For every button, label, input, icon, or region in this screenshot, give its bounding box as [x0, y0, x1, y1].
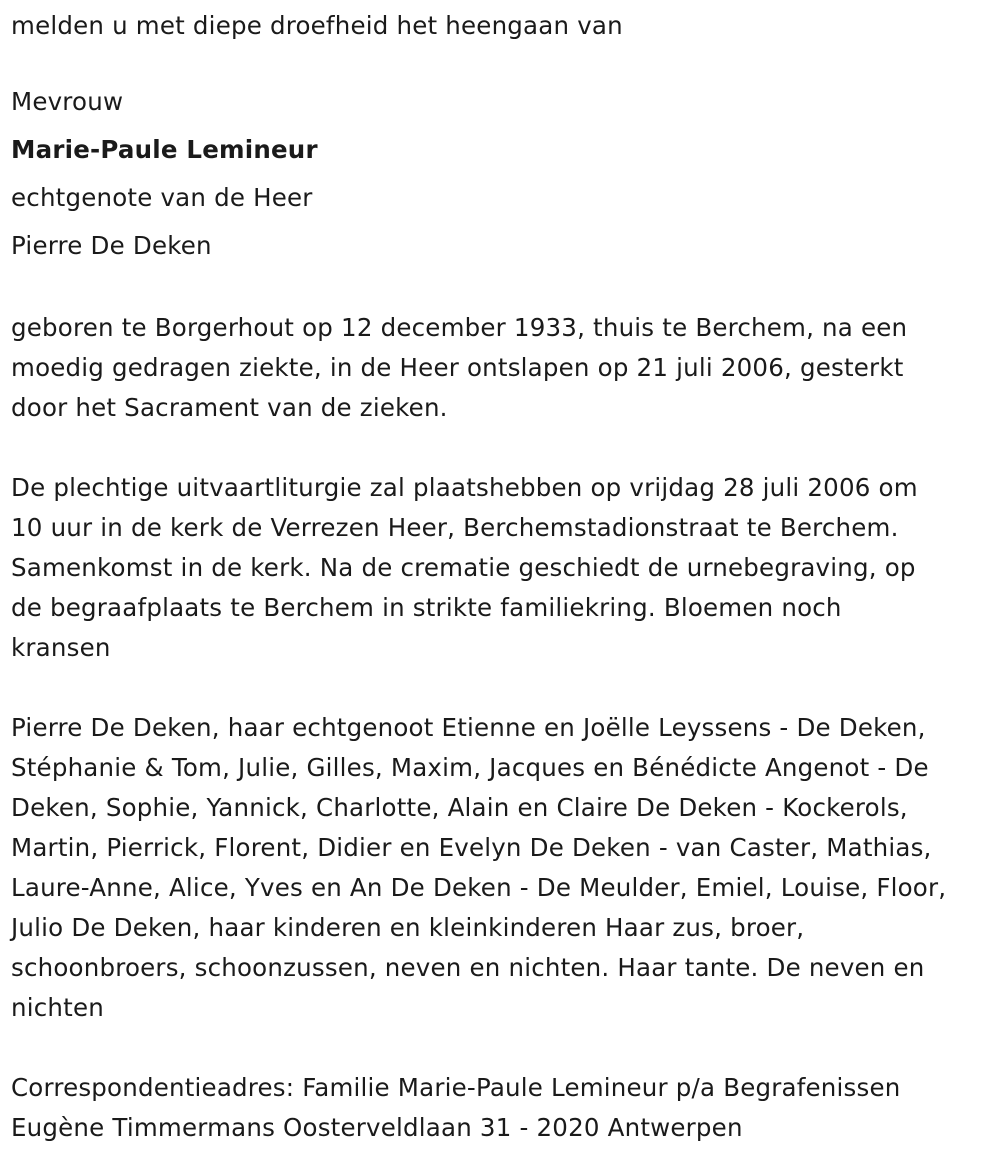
- spacer: [11, 46, 988, 78]
- paragraph-line: Laure-Anne, Alice, Yves en An De Deken - De Meulder, Emiel, Louise, Floor,: [11, 873, 947, 902]
- paragraph-line: door het Sacrament van de zieken.: [11, 393, 448, 422]
- paragraph-line: Stéphanie & Tom, Julie, Gilles, Maxim, Jacques en Bénédicte Angenot - De: [11, 753, 929, 782]
- relation-text: echtgenote van de Heer: [11, 183, 313, 212]
- paragraph-line: Eugène Timmermans Oosterveldlaan 31 - 2020 Antwerpen: [11, 1113, 743, 1142]
- paragraph-line: geboren te Borgerhout op 12 december 1933, thuis te Berchem, na een: [11, 313, 908, 342]
- paragraph-line: schoonbroers, schoonzussen, neven en nichten. Haar tante. De neven en: [11, 953, 925, 982]
- paragraph-line: Deken, Sophie, Yannick, Charlotte, Alain en Claire De Deken - Kockerols,: [11, 793, 908, 822]
- spacer: [11, 270, 988, 308]
- paragraph-line: Correspondentieadres: Familie Marie-Paule Lemineur p/a Begrafenissen: [11, 1073, 901, 1102]
- paragraph-line: kransen: [11, 633, 111, 662]
- paragraph-line: moedig gedragen ziekte, in de Heer ontslapen op 21 juli 2006, gesterkt: [11, 353, 904, 382]
- family-paragraph: [11, 708, 988, 1028]
- paragraph-line: Julio De Deken, haar kinderen en kleinkinderen Haar zus, broer,: [11, 913, 805, 942]
- salutation: Mevrouw: [11, 87, 124, 116]
- spacer: [11, 668, 988, 708]
- paragraph-line: de begraafplaats te Berchem in strikte familiekring. Bloemen noch: [11, 593, 842, 622]
- deceased-name: Marie-Paule Lemineur: [11, 135, 318, 164]
- deceased-header: [11, 78, 988, 270]
- birth-paragraph: [11, 308, 988, 428]
- paragraph-line: Samenkomst in de kerk. Na de crematie geschiedt de urnebegraving, op: [11, 553, 916, 582]
- paragraph-line: De plechtige uitvaartliturgie zal plaatshebben op vrijdag 28 juli 2006 om: [11, 473, 918, 502]
- intro-text: melden u met diepe droefheid het heengaan van: [11, 11, 623, 40]
- correspondence-paragraph: [11, 1068, 988, 1148]
- paragraph-line: nichten: [11, 993, 104, 1022]
- spacer: [11, 1028, 988, 1068]
- funeral-paragraph: [11, 468, 988, 668]
- spouse-name: Pierre De Deken: [11, 231, 212, 260]
- spacer: [11, 428, 988, 468]
- paragraph-line: Martin, Pierrick, Florent, Didier en Evelyn De Deken - van Caster, Mathias,: [11, 833, 932, 862]
- paragraph-line: 10 uur in de kerk de Verrezen Heer, Berchemstadionstraat te Berchem.: [11, 513, 899, 542]
- paragraph-line: Pierre De Deken, haar echtgenoot Etienne en Joëlle Leyssens - De Deken,: [11, 713, 926, 742]
